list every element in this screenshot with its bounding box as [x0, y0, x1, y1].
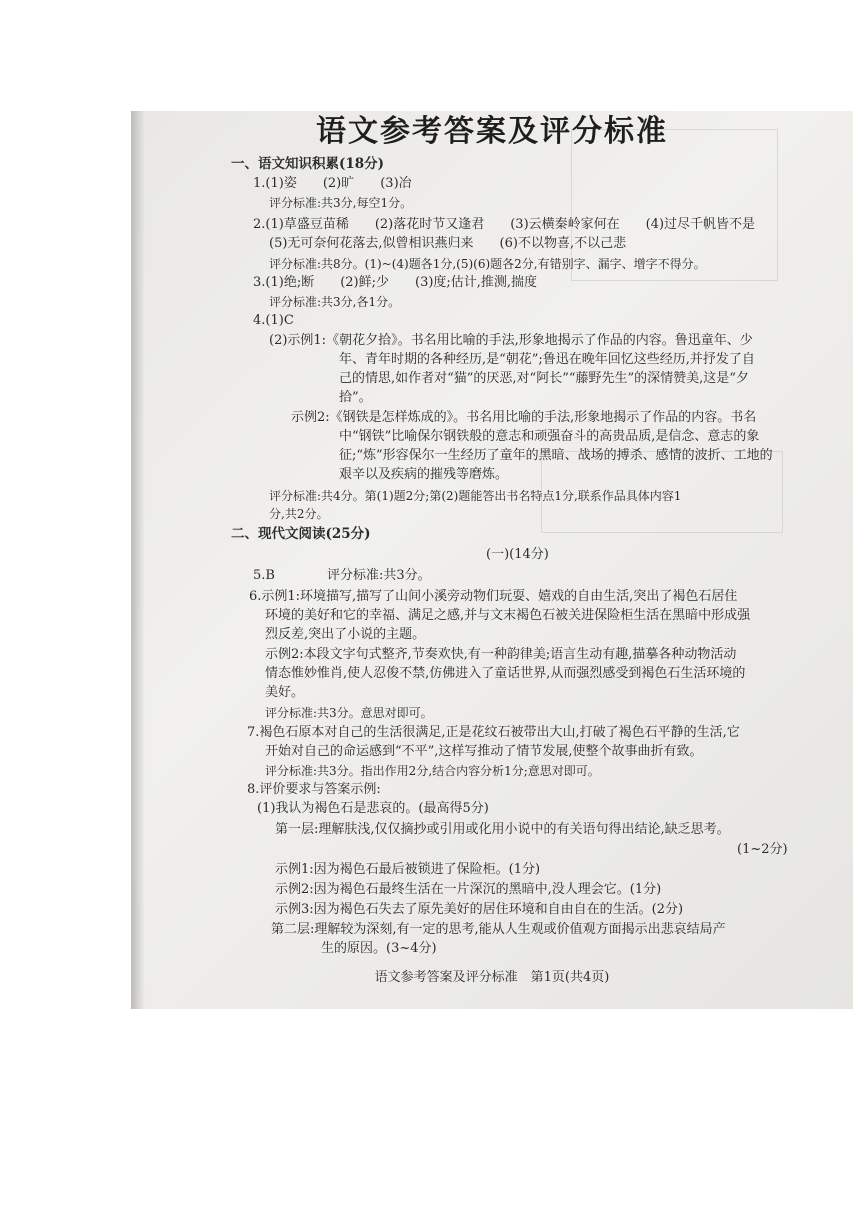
answer-line: 中“钢铁”比喻保尔钢铁般的意志和顽强奋斗的高贵品质,是信念、意志的象 — [339, 429, 760, 444]
answer-line: 4.(1)C — [253, 313, 294, 328]
answer-line: (2)示例1:《朝花夕拾》。书名用比喻的手法,形象地揭示了作品的内容。鲁迅童年、少 — [269, 333, 753, 348]
answer-line: 2.(1)草盛豆苗稀 (2)落花时节又逢君 (3)云横秦岭家何在 (4)过尽千帆皆不是 — [253, 217, 756, 232]
answer-line: 情态惟妙惟肖,使人忍俊不禁,仿佛进入了童话世界,从而强烈感受到褐色石生活环境的 — [265, 666, 746, 681]
scoring-line: 评分标准:共3分。指出作用2分,结合内容分析1分;意思对即可。 — [265, 764, 600, 778]
answer-line: 示例2:《钢铁是怎样炼成的》。书名用比喻的手法,形象地揭示了作品的内容。书名 — [291, 410, 757, 425]
scoring-line: 评分标准:共8分。(1)~(4)题各1分,(5)(6)题各2分,有错别字、漏字、增字不得分。 — [269, 257, 706, 271]
answer-line: 1.(1)姿 (2)旷 (3)冶 — [253, 176, 412, 191]
answer-line: (1)我认为褐色石是悲哀的。(最高得5分) — [257, 801, 489, 816]
answer-sheet-page — [131, 111, 853, 1009]
answer-line: 己的情思,如作者对“猫”的厌恶,对“阿长”“藤野先生”的深情赞美,这是“夕 — [339, 371, 749, 386]
answer-line: 征;“炼”形容保尔一生经历了童年的黑暗、战场的搏杀、感情的波折、工地的 — [339, 448, 773, 463]
document-photo — [131, 111, 853, 1009]
page-title: 语文参考答案及评分标准 — [316, 114, 668, 149]
answer-line: 烈反差,突出了小说的主题。 — [265, 627, 426, 642]
scoring-line: 评分标准:共3分,各1分。 — [269, 295, 401, 309]
scoring-line: 评分标准:共4分。第(1)题2分;第(2)题能答出书名特点1分,联系作品具体内容1 — [269, 489, 682, 503]
answer-line: 8.评价要求与答案示例: — [247, 782, 381, 797]
answer-line: 第二层:理解较为深刻,有一定的思考,能从人生观或价值观方面揭示出悲哀结局产 — [271, 922, 726, 937]
answer-line: 拾”。 — [339, 390, 372, 405]
answer-line: 环境的美好和它的幸福、满足之感,并与文末褐色石被关进保险柜生活在黑暗中形成强 — [265, 608, 751, 623]
scoring-line: 分,共2分。 — [269, 507, 329, 521]
scoring-line: 评分标准:共3分。意思对即可。 — [265, 706, 433, 720]
answer-line: 开始对自己的命运感到“不平”,这样写推动了情节发展,使整个故事曲折有致。 — [265, 744, 703, 759]
answer-line: 年、青年时期的各种经历,是“朝花”;鲁迅在晚年回忆这些经历,并抒发了自 — [339, 352, 755, 367]
answer-line: 7.褐色石原本对自己的生活很满足,正是花纹石被带出大山,打破了褐色石平静的生活,它 — [247, 725, 740, 740]
answer-line: 示例1:因为褐色石最后被锁进了保险柜。(1分) — [275, 862, 541, 877]
answer-line: 示例3:因为褐色石失去了原先美好的居住环境和自由自在的生活。(2分) — [275, 902, 684, 917]
section-heading: 一、语文知识积累(18分) — [231, 156, 385, 172]
answer-line: 艰辛以及疾病的摧残等磨炼。 — [339, 467, 509, 482]
score-range: (1~2分) — [737, 842, 788, 857]
answer-line: 3.(1)绝;断 (2)鲜;少 (3)度;估计,推测,揣度 — [253, 275, 538, 290]
answer-line: 5.B 评分标准:共3分。 — [253, 568, 431, 583]
answer-line: (5)无可奈何花落去,似曾相识燕归来 (6)不以物喜,不以己悲 — [269, 236, 627, 251]
answer-line: 示例2:因为褐色石最终生活在一片深沉的黑暗中,没人理会它。(1分) — [275, 882, 662, 897]
answer-line: 6.示例1:环境描写,描写了山间小溪旁动物们玩耍、嬉戏的自由生活,突出了褐色石居住 — [249, 589, 738, 604]
section-heading: 二、现代文阅读(25分) — [231, 526, 371, 542]
answer-line: 美好。 — [265, 685, 305, 700]
subsection-heading: (一)(14分) — [486, 547, 549, 562]
answer-line: 生的原因。(3~4分) — [321, 941, 437, 956]
page-footer: 语文参考答案及评分标准 第1页(共4页) — [374, 970, 610, 985]
answer-line: 第一层:理解肤浅,仅仅摘抄或引用或化用小说中的有关语句得出结论,缺乏思考。 — [275, 822, 730, 837]
answer-line: 示例2:本段文字句式整齐,节奏欢快,有一种韵律美;语言生动有趣,描摹各种动物活动 — [265, 647, 737, 662]
scoring-line: 评分标准:共3分,每空1分。 — [269, 196, 413, 210]
